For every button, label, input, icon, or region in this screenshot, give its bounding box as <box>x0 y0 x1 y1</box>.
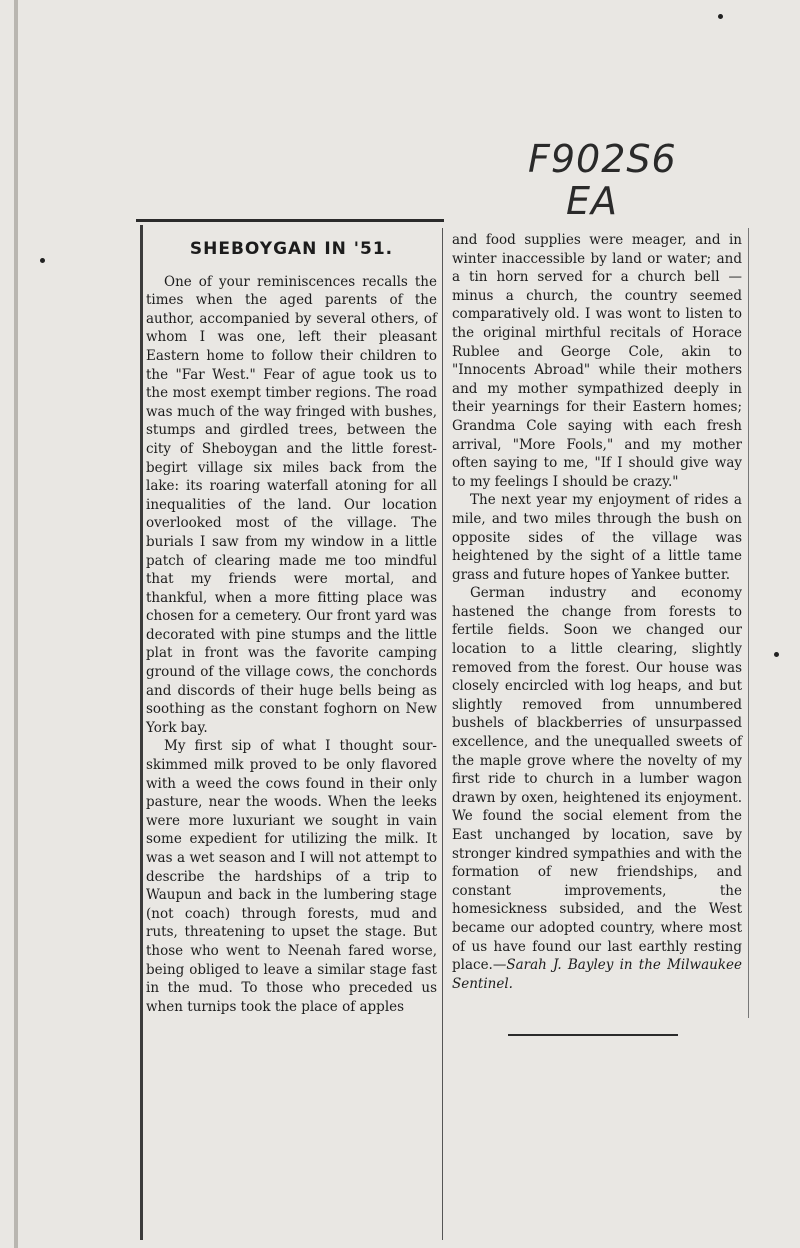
article-paragraph: My first sip of what I thought sour-skimmed milk proved to be only flavored with a weed the cows found in their only pasture, near the woods. When the leeks were more luxuriant we sought in vain some expedient for utilizing the milk. It was a wet season and I will not attempt to describe the hardships of a trip to Waupun and back in the lumbering stage (not coach) through forests, mud and ruts, threatening to upset the stage. But those who went to Neenah fared worse, being obliged to leave a similar stage fast in the mud. To those who preceded us when turnips took the place of apples <box>146 738 437 1015</box>
article-final-paragraph <box>452 584 742 993</box>
article-column-2 <box>452 231 742 993</box>
page-edge <box>14 0 18 1248</box>
annotation-line-1: F902S6 <box>528 137 677 181</box>
article-end-rule <box>508 1034 678 1036</box>
article-paragraph: The next year my enjoyment of rides a mile, and two miles through the bush on opposite sides of the village was heightened by the sight of a little tame grass and future hopes of Yankee butter. <box>452 492 742 583</box>
punch-hole-top <box>718 14 723 19</box>
article-paragraph: One of your reminiscences recalls the times when the aged parents of the author, accompanied by several others, of whom I was one, left their pleasant Eastern home to follow their children to the "Far West." Fear of ague took us to the most exempt timber regions. The road was much of the way fringed with bushes, stumps and girdled trees, between the city of Sheboygan and the little forest-begirt village six miles back from the lake: its roaring waterfall atoning for all inequalities of the land. Our location overlooked most of the village. The burials I saw from my window in a little patch of clearing made me too mindful that my friends were mortal, and thankful, when a more fitting place was chosen for a cemetery. Our front yard was decorated with pine stumps and the little plat in front was the favorite camping ground of the village cows, the conchords and discords of their huge bells being as soothing as the constant foghorn on New York bay. <box>146 273 437 736</box>
article-signature: Sarah J. Bayley in the Milwaukee Sentinel. <box>452 957 742 992</box>
article-headline: SHEBOYGAN IN '51. <box>189 239 394 259</box>
article-final-text: German industry and economy hastened the change from forests to fertile fields. Soon we changed our location to a little clearing, slightly removed from the forest. Our house was closely encircled with log heaps, and but slightly removed from unnumbered bushels of blackberries of unsurpassed excellence, and the unequalled sweets of the maple grove where the novelty of my first ride to church in a lumber wagon drawn by oxen, heightened its enjoyment. We found the social element from the East unchanged by location, save by stronger kindred sympathies and with the formation of new friendships, and constant improvements, the homesickness subsided, and the West became our adopted country, where most of us have found our last earthly resting place.— <box>452 585 742 974</box>
punch-hole-right <box>774 652 779 657</box>
annotation-line-2: EA <box>566 179 619 223</box>
article-paragraph-continued: and food supplies were meager, and in winter inaccessible by land or water; and a tin horn served for a church bell —minus a church, the country seemed comparatively old. I was wont to listen to the original mirthful recitals of Horace Rublee and George Cole, akin to "Innocents Abroad" while their mothers and my mother sympathized deeply in their yearnings for their Eastern homes; Grandma Cole saying with each fresh arrival, "More Fools," and my mother often saying to me, "If I should give way to my feelings I should be crazy." <box>452 232 742 490</box>
punch-hole-left <box>40 258 45 263</box>
handwritten-annotation <box>528 138 678 222</box>
column-left-rule <box>140 225 143 1240</box>
column-divider-rule <box>442 228 443 1240</box>
column-top-rule <box>136 219 444 222</box>
column-right-rule <box>748 228 749 1018</box>
article-column-1 <box>146 232 437 1016</box>
